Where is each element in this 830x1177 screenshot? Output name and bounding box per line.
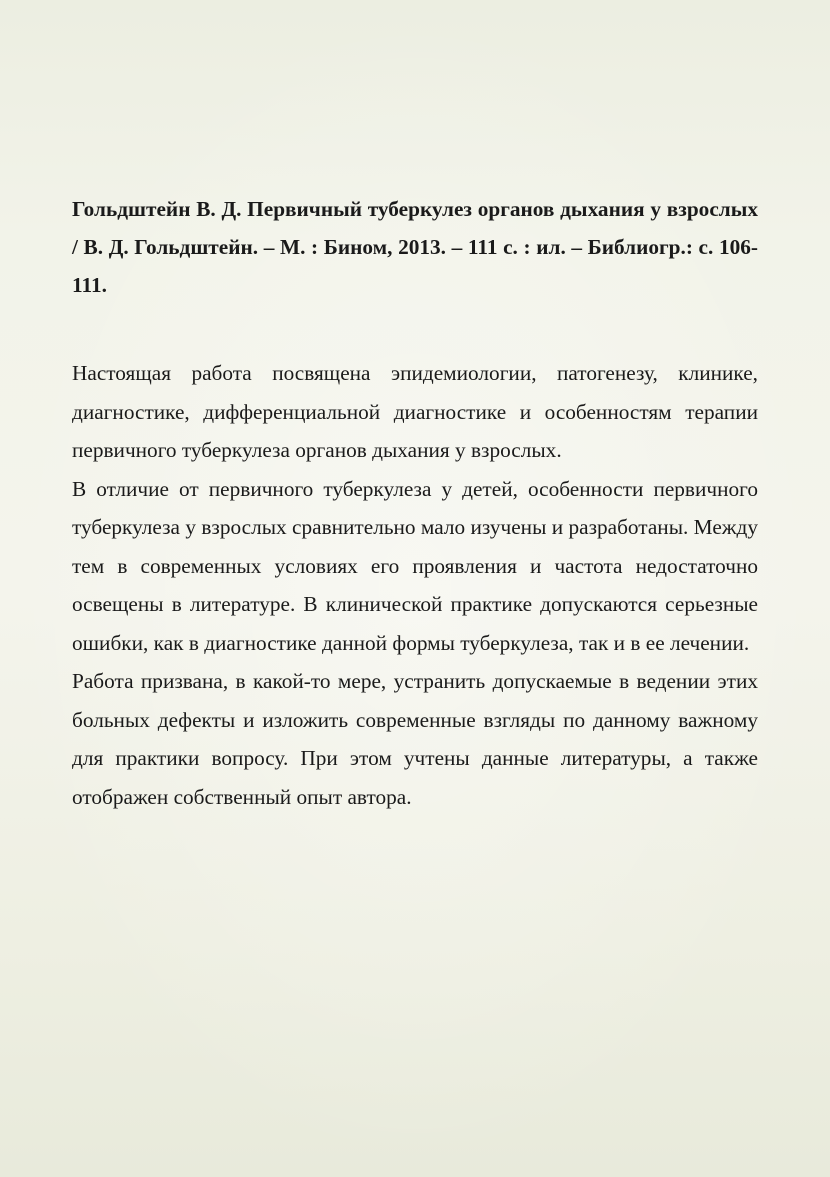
abstract <box>72 354 758 816</box>
abstract-paragraph-1: Настоящая работа посвящена эпидемиологии, патогенезу, клинике, диагностике, дифференциальной диагностике и особенностям терапии первичного туберкулеза органов дыхания у взрослых. <box>72 361 758 462</box>
abstract-paragraph-2: В отличие от первичного туберкулеза у детей, особенности первичного туберкулеза у взрослых сравнительно мало изучены и разработаны. Между тем в современных условиях его проявления и частота недостаточно освещены в литературе. В клинической практике допускаются серьезные ошибки, как в диагностике данной формы туберкулеза, так и в ее лечении. <box>72 476 758 655</box>
bibliographic-citation: Гольдштейн В. Д. Первичный туберкулез органов дыхания у взрослых / В. Д. Гольдштейн. – М. : Бином, 2013. – 111 с. : ил. – Библиогр.: с. 106-111. <box>72 197 758 297</box>
abstract-paragraph-3: Работа призвана, в какой-то мере, устранить допускаемые в ведении этих больных дефекты и изложить современные взгляды по данному важному для практики вопросу. При этом учтены данные литературы, а также отображен собственный опыт автора. <box>72 669 758 809</box>
